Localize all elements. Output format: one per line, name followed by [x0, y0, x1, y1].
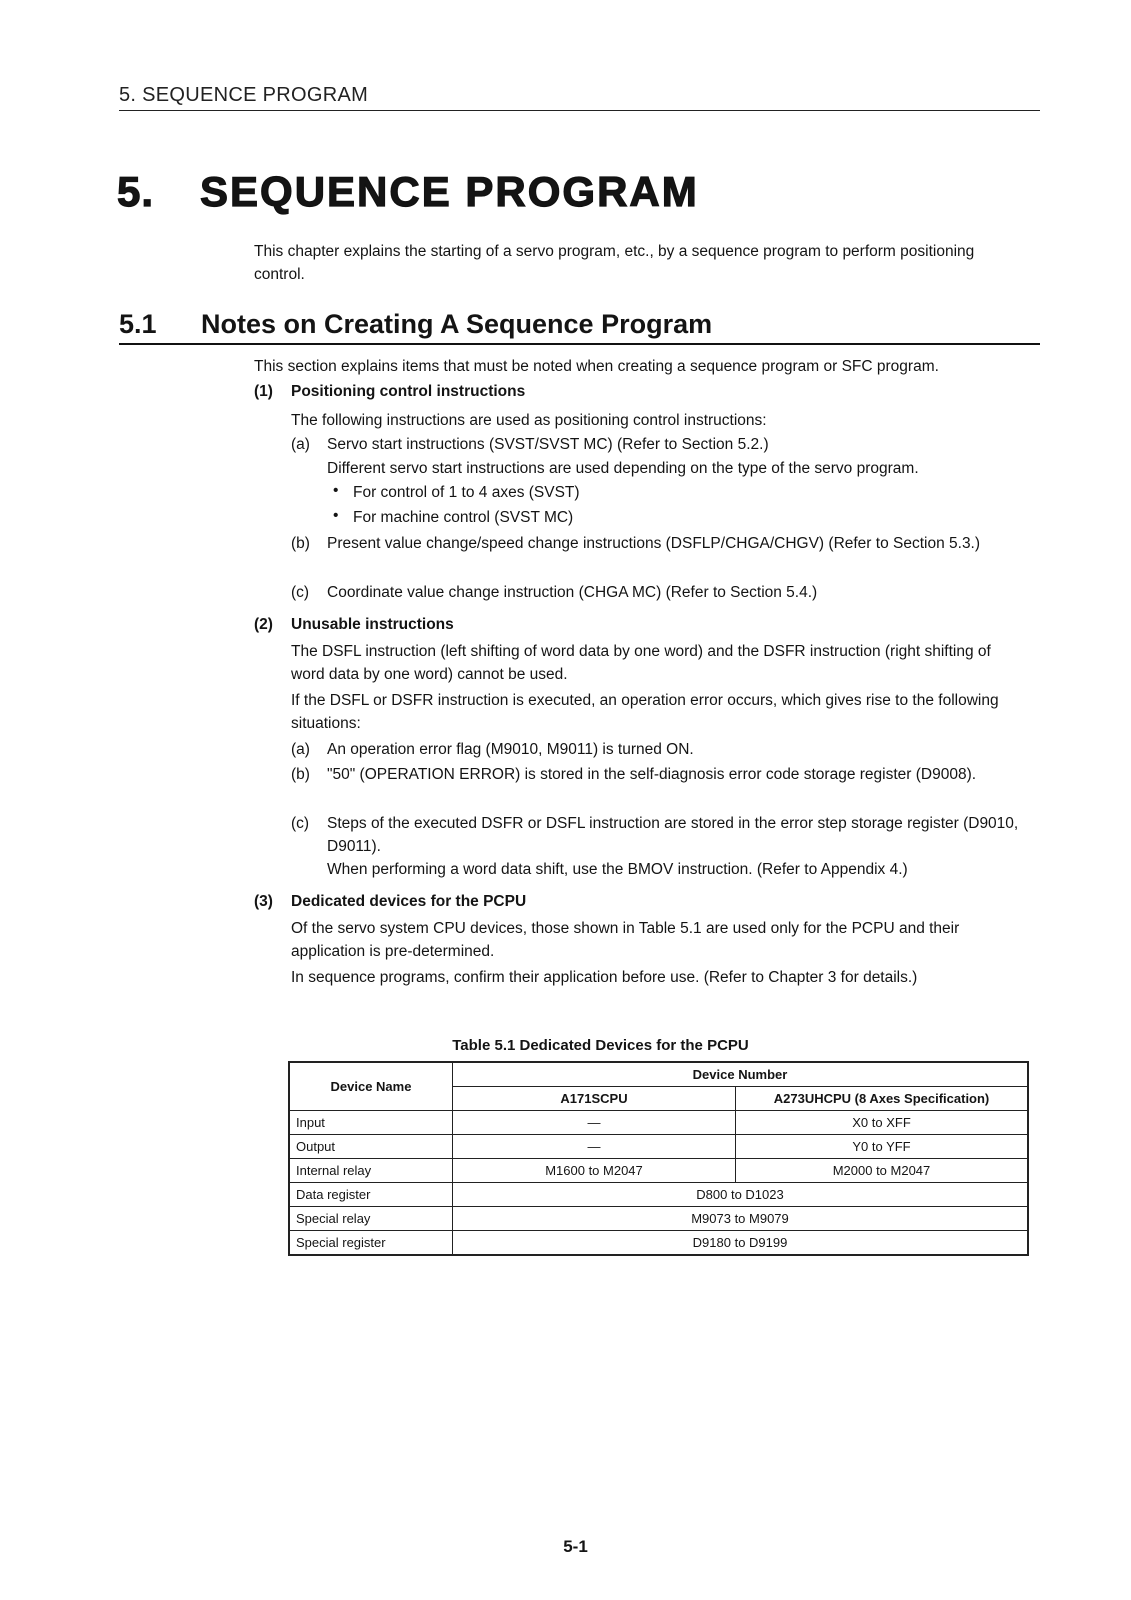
table-row	[289, 1207, 1028, 1231]
cell-name: Output	[289, 1135, 453, 1159]
cell-name: Special relay	[289, 1207, 453, 1231]
cell-shared: M9073 to M9079	[453, 1207, 1029, 1231]
cell-a171: M1600 to M2047	[453, 1159, 736, 1183]
cell-a171: —	[453, 1111, 736, 1135]
cell-a171: —	[453, 1135, 736, 1159]
item2-b-text: "50" (OPERATION ERROR) is stored in the self-diagnosis error code storage register (D9008).	[327, 766, 977, 783]
item1-a-sub: Different servo start instructions are used depending on the type of the servo program.	[327, 460, 919, 477]
item3-label: (3)	[254, 893, 273, 910]
header-rule	[119, 110, 1040, 111]
table-row	[289, 1183, 1028, 1207]
item1-bullet1: For control of 1 to 4 axes (SVST)	[353, 484, 580, 501]
item2-title: Unusable instructions	[291, 616, 454, 633]
header-a171scpu: A171SCPU	[453, 1087, 736, 1111]
cell-shared: D9180 to D9199	[453, 1231, 1029, 1256]
section-intro: This section explains items that must be noted when creating a sequence program or SFC program.	[254, 358, 939, 375]
item2-c-label: (c)	[291, 815, 310, 832]
item2-b-label: (b)	[291, 766, 310, 783]
item2-a-label: (a)	[291, 741, 310, 758]
item1-a-label: (a)	[291, 436, 310, 453]
item1-bullet2: For machine control (SVST MC)	[353, 509, 574, 526]
item1-title: Positioning control instructions	[291, 383, 526, 400]
chapter-intro: This chapter explains the starting of a servo program, etc., by a sequence program to perform positioning control.	[254, 243, 975, 283]
table-row	[289, 1135, 1028, 1159]
cell-a273: Y0 to YFF	[736, 1135, 1029, 1159]
header-a273uhcpu: A273UHCPU (8 Axes Specification)	[736, 1087, 1029, 1111]
cell-name: Internal relay	[289, 1159, 453, 1183]
item3-text1: Of the servo system CPU devices, those shown in Table 5.1 are used only for the PCPU and their application is pre-determined.	[291, 920, 960, 960]
item1-a-text: Servo start instructions (SVST/SVST MC) (Refer to Section 5.2.)	[327, 436, 769, 453]
item2-text2: If the DSFL or DSFR instruction is executed, an operation error occurs, which gives rise to the following situations:	[291, 692, 999, 732]
section-rule	[119, 343, 1040, 345]
item2-label: (2)	[254, 616, 273, 633]
bullet-dot: •	[333, 507, 339, 524]
item1-text: The following instructions are used as positioning control instructions:	[291, 412, 767, 429]
chapter-number: 5.	[117, 168, 155, 215]
cell-name: Special register	[289, 1231, 453, 1256]
item1-b-label: (b)	[291, 535, 310, 552]
section-number: 5.1	[119, 309, 157, 339]
item3-text2: In sequence programs, confirm their application before use. (Refer to Chapter 3 for details.)	[291, 969, 918, 986]
item3-title: Dedicated devices for the PCPU	[291, 893, 527, 910]
item2-c-sub: When performing a word data shift, use the BMOV instruction. (Refer to Appendix 4.)	[327, 861, 908, 878]
cell-a273: M2000 to M2047	[736, 1159, 1029, 1183]
device-table	[288, 1061, 1029, 1256]
item1-label: (1)	[254, 383, 273, 400]
header-device-number: Device Number	[453, 1062, 1029, 1087]
table-row	[289, 1111, 1028, 1135]
table-caption: Table 5.1 Dedicated Devices for the PCPU	[452, 1037, 749, 1054]
header-device-name: Device Name	[289, 1062, 453, 1111]
item2-a-text: An operation error flag (M9010, M9011) is turned ON.	[327, 741, 694, 758]
running-header: 5. SEQUENCE PROGRAM	[119, 84, 369, 106]
cell-a273: X0 to XFF	[736, 1111, 1029, 1135]
cell-name: Data register	[289, 1183, 453, 1207]
section-title: Notes on Creating A Sequence Program	[201, 309, 713, 339]
page-number: 5-1	[563, 1537, 588, 1556]
item1-c-label: (c)	[291, 584, 310, 601]
chapter-title: SEQUENCE PROGRAM	[200, 168, 699, 215]
cell-name: Input	[289, 1111, 453, 1135]
cell-shared: D800 to D1023	[453, 1183, 1029, 1207]
bullet-dot: •	[333, 482, 339, 499]
table-row	[289, 1231, 1028, 1256]
item2-c-text: Steps of the executed DSFR or DSFL instruction are stored in the error step storage register (D9010, D9011).	[327, 815, 1019, 855]
table-row	[289, 1159, 1028, 1183]
item1-c-text: Coordinate value change instruction (CHGA MC) (Refer to Section 5.4.)	[327, 584, 818, 601]
item2-text1: The DSFL instruction (left shifting of word data by one word) and the DSFR instruction (right shifting of word data by one word) cannot be used.	[291, 643, 991, 683]
item1-b-text: Present value change/speed change instructions (DSFLP/CHGA/CHGV) (Refer to Section 5.3.)	[327, 535, 981, 552]
